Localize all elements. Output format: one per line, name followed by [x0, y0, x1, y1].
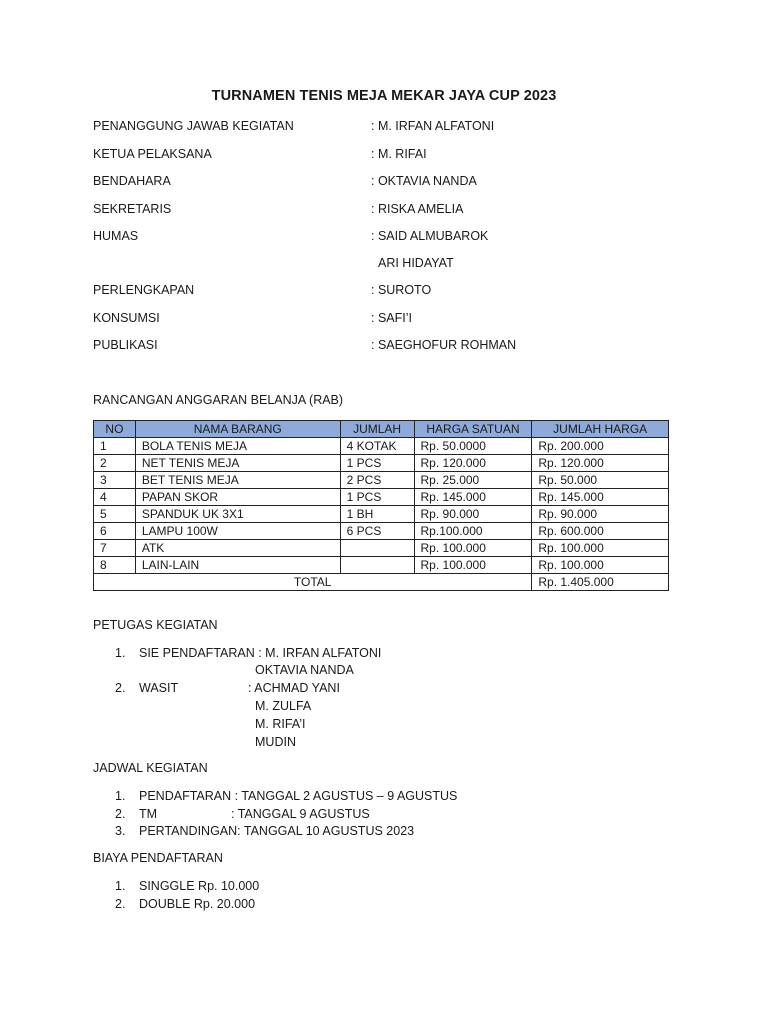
cell-qty: 4 KOTAK	[340, 438, 414, 455]
cell-total-price: Rp. 600.000	[532, 523, 669, 540]
total-label: TOTAL	[94, 574, 532, 591]
committee-role: HUMAS	[93, 229, 139, 243]
committee-name: : SAID ALMUBAROK	[371, 229, 489, 243]
table-row	[94, 523, 669, 540]
list-subtext: M. ZULFA	[255, 699, 312, 713]
cell-no: 8	[94, 557, 136, 574]
table-row	[94, 506, 669, 523]
cell-qty: 6 PCS	[340, 523, 414, 540]
cell-unit-price: Rp. 120.000	[414, 455, 532, 472]
committee-name: : M. IRFAN ALFATONI	[371, 119, 495, 133]
list-text: WASIT	[139, 681, 179, 695]
biaya-heading: BIAYA PENDAFTARAN	[93, 851, 223, 865]
list-number: 2.	[115, 897, 126, 911]
table-row	[94, 472, 669, 489]
cell-unit-price: Rp. 145.000	[414, 489, 532, 506]
cell-item: PAPAN SKOR	[135, 489, 340, 506]
committee-role: PERLENGKAPAN	[93, 283, 195, 297]
committee-row	[93, 256, 693, 283]
list-number: 3.	[115, 824, 126, 838]
committee-name: : SUROTO	[371, 283, 432, 297]
list-subtext: : ACHMAD YANI	[248, 681, 340, 695]
committee-row	[93, 174, 693, 202]
cell-no: 1	[94, 438, 136, 455]
cell-qty: 2 PCS	[340, 472, 414, 489]
column-header: HARGA SATUAN	[414, 421, 532, 438]
committee-row	[93, 119, 693, 147]
list-text: DOUBLE Rp. 20.000	[139, 897, 256, 911]
list-number: 2.	[115, 807, 126, 821]
jadwal-heading: JADWAL KEGIATAN	[93, 761, 208, 775]
list-subtext: OKTAVIA NANDA	[255, 663, 354, 677]
committee-role: SEKRETARIS	[93, 201, 172, 216]
cell-total-price: Rp. 120.000	[532, 455, 669, 472]
cell-total-price: Rp. 145.000	[532, 489, 669, 506]
list-number: 2.	[115, 681, 126, 695]
table-header-row	[94, 421, 669, 438]
cell-item: SPANDUK UK 3X1	[135, 506, 340, 523]
committee-row	[93, 283, 693, 311]
list-number: 1.	[115, 789, 126, 803]
cell-no: 4	[94, 489, 136, 506]
list-subtext: M. RIFA’I	[255, 717, 306, 731]
petugas-heading: PETUGAS KEGIATAN	[93, 618, 218, 632]
cell-unit-price: Rp. 100.000	[414, 540, 532, 557]
committee-role: KONSUMSI	[93, 310, 160, 325]
list-text: SINGGLE Rp. 10.000	[139, 879, 260, 893]
cell-unit-price: Rp. 25.000	[414, 472, 532, 489]
committee-name: : SAFI’I	[371, 310, 412, 325]
committee-row	[93, 311, 693, 339]
cell-no: 7	[94, 540, 136, 557]
document-title: TURNAMEN TENIS MEJA MEKAR JAYA CUP 2023	[211, 88, 557, 104]
cell-unit-price: Rp. 90.000	[414, 506, 532, 523]
committee-role: PENANGGUNG JAWAB KEGIATAN	[93, 119, 294, 133]
committee-role: KETUA PELAKSANA	[93, 146, 212, 161]
list-text: SIE PENDAFTARAN : M. IRFAN ALFATONI	[139, 646, 382, 660]
table-total-row	[94, 574, 669, 591]
list-text: PERTANDINGAN: TANGGAL 10 AGUSTUS 2023	[139, 824, 415, 838]
table-row	[94, 540, 669, 557]
cell-total-price: Rp. 90.000	[532, 506, 669, 523]
cell-total-price: Rp. 50.000	[532, 472, 669, 489]
cell-item: LAIN-LAIN	[135, 557, 340, 574]
cell-qty: 1 PCS	[340, 489, 414, 506]
cell-unit-price: Rp. 100.000	[414, 557, 532, 574]
cell-item: BOLA TENIS MEJA	[135, 438, 340, 455]
cell-item: ATK	[135, 540, 340, 557]
committee-row	[93, 147, 693, 175]
cell-unit-price: Rp. 50.0000	[414, 438, 532, 455]
committee-name: : OKTAVIA NANDA	[371, 174, 477, 188]
cell-no: 6	[94, 523, 136, 540]
column-header: JUMLAH	[340, 421, 414, 438]
cell-no: 5	[94, 506, 136, 523]
list-text: TM	[139, 807, 158, 821]
committee-row	[93, 229, 693, 256]
rab-heading: RANCANGAN ANGGARAN BELANJA (RAB)	[93, 393, 344, 407]
list-text: PENDAFTARAN : TANGGAL 2 AGUSTUS – 9 AGUSTUS	[139, 789, 458, 803]
cell-item: LAMPU 100W	[135, 523, 340, 540]
committee-row	[93, 338, 693, 366]
list-subtext: : TANGGAL 9 AGUSTUS	[231, 807, 370, 821]
cell-total-price: Rp. 100.000	[532, 557, 669, 574]
committee-name: : SAEGHOFUR ROHMAN	[371, 338, 517, 352]
table-row	[94, 489, 669, 506]
cell-no: 2	[94, 455, 136, 472]
committee-name: : RISKA AMELIA	[371, 201, 464, 216]
cell-total-price: Rp. 100.000	[532, 540, 669, 557]
list-number: 1.	[115, 646, 126, 660]
list-number: 1.	[115, 879, 126, 893]
table-row	[94, 557, 669, 574]
cell-qty	[340, 557, 414, 574]
cell-item: BET TENIS MEJA	[135, 472, 340, 489]
committee-row	[93, 202, 693, 230]
committee-name: ARI HIDAYAT	[378, 256, 454, 270]
total-value: Rp. 1.405.000	[532, 574, 669, 591]
table-row	[94, 438, 669, 455]
cell-qty	[340, 540, 414, 557]
cell-no: 3	[94, 472, 136, 489]
committee-role: PUBLIKASI	[93, 338, 158, 352]
cell-qty: 1 PCS	[340, 455, 414, 472]
cell-item: NET TENIS MEJA	[135, 455, 340, 472]
committee-list	[93, 119, 693, 366]
committee-role: BENDAHARA	[93, 174, 171, 188]
rab-table	[93, 420, 669, 591]
cell-unit-price: Rp.100.000	[414, 523, 532, 540]
committee-name: : M. RIFAI	[371, 146, 427, 161]
cell-total-price: Rp. 200.000	[532, 438, 669, 455]
column-header: JUMLAH HARGA	[532, 421, 669, 438]
column-header: NAMA BARANG	[135, 421, 340, 438]
table-row	[94, 455, 669, 472]
cell-qty: 1 BH	[340, 506, 414, 523]
column-header: NO	[94, 421, 136, 438]
list-subtext: MUDIN	[255, 735, 296, 749]
